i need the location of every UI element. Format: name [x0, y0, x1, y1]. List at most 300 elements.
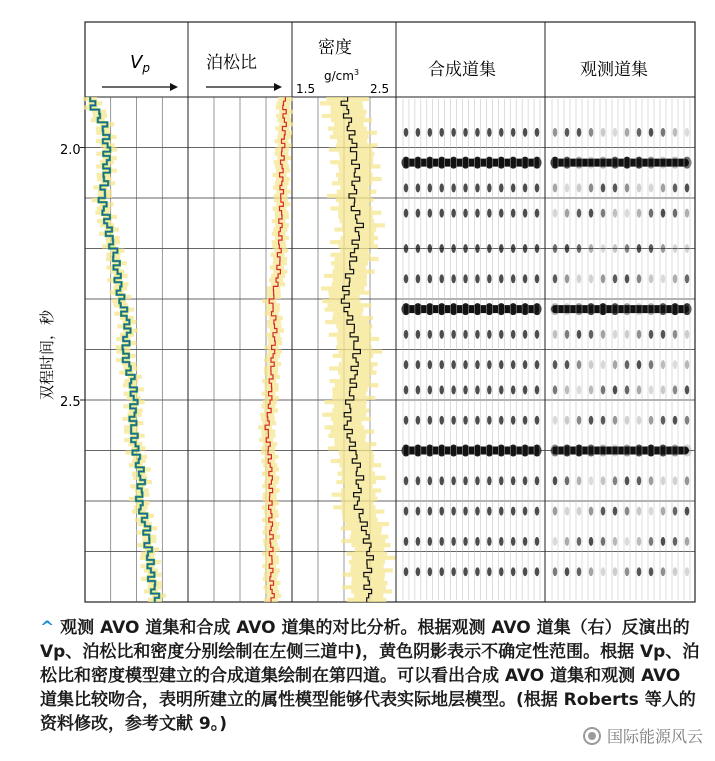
gather-event-mark — [487, 507, 492, 516]
gather-event-mark — [475, 507, 480, 516]
gather-event-mark — [428, 360, 433, 369]
gather-event-mark — [416, 128, 421, 137]
gather-event-mark — [685, 244, 690, 253]
gather-event-mark — [649, 128, 654, 137]
gather-event-mark — [463, 567, 468, 576]
gather-event-mark — [404, 507, 409, 516]
gather-event-mark — [649, 360, 654, 369]
gather-event-mark — [553, 537, 558, 546]
gather-event-mark — [577, 385, 582, 394]
gather-event-mark — [428, 209, 433, 218]
density-header: 密度 — [318, 38, 352, 58]
gather-event-mark — [499, 274, 504, 283]
gather-event-mark — [685, 507, 690, 516]
gather-event-mark — [451, 128, 456, 137]
gather-event-mark — [439, 330, 444, 339]
caption-text: 观测 AVO 道集和合成 AVO 道集的对比分析。根据观测 AVO 道集（右）反演出的 Vp、泊松比和密度分别绘制在左侧三道中)，黄色阴影表示不确定性范围。根据 Vp、泊松比和密度模型建立的合成道集绘制在第四道。可以看出合成 AVO 道集和观测 AVO 道集比较吻合，表明所建立的属性模型能够代表实际地层模型。(根据 Roberts 等人的资料修改，参考文献 9。) — [40, 618, 700, 734]
gather-event-mark — [499, 416, 504, 425]
synthetic-gather-header: 合成道集 — [428, 60, 496, 80]
strong-reflection-mark — [402, 447, 539, 455]
gather-event-mark — [428, 567, 433, 576]
gather-event-mark — [673, 244, 678, 253]
gather-event-mark — [463, 330, 468, 339]
gather-event-mark — [553, 385, 558, 394]
gather-event-mark — [416, 244, 421, 253]
gather-event-mark — [487, 385, 492, 394]
gather-event-mark — [451, 183, 456, 192]
gather-event-mark — [535, 183, 540, 192]
gather-event-mark — [649, 183, 654, 192]
gather-event-mark — [499, 385, 504, 394]
gather-event-mark — [416, 274, 421, 283]
gather-event-mark — [661, 537, 666, 546]
gather-event-mark — [511, 567, 516, 576]
gather-event-mark — [685, 183, 690, 192]
gather-event-mark — [685, 274, 690, 283]
gather-event-mark — [523, 385, 528, 394]
gather-event-mark — [404, 274, 409, 283]
gather-event-mark — [577, 274, 582, 283]
gather-event-mark — [637, 476, 642, 485]
gather-event-mark — [463, 209, 468, 218]
gather-event-mark — [475, 385, 480, 394]
gather-event-mark — [589, 360, 594, 369]
gather-event-mark — [404, 128, 409, 137]
strong-reflection-mark — [402, 305, 539, 313]
gather-event-mark — [601, 183, 606, 192]
gather-event-mark — [601, 209, 606, 218]
gather-event-mark — [613, 476, 618, 485]
gather-event-mark — [439, 537, 444, 546]
gather-event-mark — [637, 537, 642, 546]
gather-event-mark — [577, 128, 582, 137]
gather-event-mark — [625, 244, 630, 253]
gather-event-mark — [553, 416, 558, 425]
gather-event-mark — [613, 385, 618, 394]
gather-event-mark — [565, 244, 570, 253]
gather-event-mark — [428, 244, 433, 253]
gather-event-mark — [451, 476, 456, 485]
gather-event-mark — [637, 244, 642, 253]
gather-event-mark — [625, 360, 630, 369]
gather-event-mark — [404, 183, 409, 192]
gather-event-mark — [673, 385, 678, 394]
gather-event-mark — [499, 537, 504, 546]
watermark — [583, 724, 703, 747]
gather-event-mark — [475, 128, 480, 137]
watermark-text: 国际能源风云 — [606, 727, 703, 746]
gather-event-mark — [649, 244, 654, 253]
gather-event-mark — [416, 183, 421, 192]
gather-event-mark — [487, 537, 492, 546]
gather-event-mark — [565, 537, 570, 546]
gather-event-mark — [589, 183, 594, 192]
gather-event-mark — [451, 274, 456, 283]
gather-event-mark — [428, 330, 433, 339]
gather-event-mark — [577, 360, 582, 369]
gather-event-mark — [661, 209, 666, 218]
gather-event-mark — [565, 385, 570, 394]
gather-event-mark — [601, 244, 606, 253]
gather-event-mark — [661, 567, 666, 576]
gather-event-mark — [511, 183, 516, 192]
gather-event-mark — [523, 274, 528, 283]
gather-event-mark — [523, 330, 528, 339]
gather-event-mark — [439, 209, 444, 218]
gather-event-mark — [487, 183, 492, 192]
gather-event-mark — [601, 330, 606, 339]
gather-event-mark — [511, 274, 516, 283]
gather-event-mark — [535, 330, 540, 339]
gather-event-mark — [589, 128, 594, 137]
vp-arrowhead-icon — [170, 83, 178, 91]
gather-event-mark — [613, 183, 618, 192]
gather-event-mark — [613, 330, 618, 339]
gather-event-mark — [535, 128, 540, 137]
gather-event-mark — [553, 476, 558, 485]
gather-event-mark — [428, 274, 433, 283]
gather-event-mark — [553, 330, 558, 339]
strong-reflection-mark — [551, 305, 689, 313]
gather-event-mark — [404, 360, 409, 369]
gather-event-mark — [535, 244, 540, 253]
gather-event-mark — [523, 416, 528, 425]
gather-event-mark — [685, 360, 690, 369]
gather-event-mark — [649, 416, 654, 425]
gather-event-mark — [601, 476, 606, 485]
gather-event-mark — [565, 274, 570, 283]
gather-event-mark — [637, 128, 642, 137]
gather-event-mark — [523, 244, 528, 253]
gather-event-mark — [428, 537, 433, 546]
gather-event-mark — [661, 183, 666, 192]
gather-event-mark — [416, 476, 421, 485]
gather-event-mark — [451, 330, 456, 339]
gather-event-mark — [487, 244, 492, 253]
gather-event-mark — [463, 416, 468, 425]
gather-event-mark — [661, 330, 666, 339]
gather-event-mark — [625, 128, 630, 137]
gather-event-mark — [589, 209, 594, 218]
gather-event-mark — [451, 507, 456, 516]
gather-event-mark — [523, 567, 528, 576]
gather-event-mark — [416, 416, 421, 425]
gather-event-mark — [601, 128, 606, 137]
gather-event-mark — [463, 507, 468, 516]
gather-event-mark — [649, 385, 654, 394]
gather-event-mark — [649, 330, 654, 339]
gather-event-mark — [661, 244, 666, 253]
gather-event-mark — [428, 476, 433, 485]
gather-event-mark — [451, 567, 456, 576]
gather-event-mark — [404, 416, 409, 425]
gather-event-mark — [637, 209, 642, 218]
y-tick-label: 2.5 — [60, 395, 81, 410]
gather-event-mark — [475, 476, 480, 485]
gather-event-mark — [499, 209, 504, 218]
gather-event-mark — [685, 567, 690, 576]
gather-event-mark — [487, 209, 492, 218]
gather-event-mark — [577, 183, 582, 192]
gather-event-mark — [661, 476, 666, 485]
vp-header: $V_p$ — [130, 52, 150, 75]
gather-event-mark — [625, 416, 630, 425]
gather-event-mark — [673, 330, 678, 339]
gather-event-mark — [499, 244, 504, 253]
gather-event-mark — [428, 416, 433, 425]
gather-event-mark — [511, 330, 516, 339]
gather-event-mark — [637, 385, 642, 394]
gather-event-mark — [428, 128, 433, 137]
gather-event-mark — [416, 385, 421, 394]
gather-event-mark — [601, 507, 606, 516]
gather-event-mark — [565, 567, 570, 576]
gather-event-mark — [535, 274, 540, 283]
gather-event-mark — [451, 385, 456, 394]
gather-event-mark — [565, 360, 570, 369]
gather-event-mark — [613, 209, 618, 218]
gather-event-mark — [613, 360, 618, 369]
gather-event-mark — [463, 537, 468, 546]
gather-event-mark — [613, 274, 618, 283]
gather-event-mark — [625, 567, 630, 576]
gather-event-mark — [535, 476, 540, 485]
gather-event-mark — [463, 244, 468, 253]
gather-event-mark — [673, 274, 678, 283]
gather-event-mark — [553, 244, 558, 253]
gather-event-mark — [589, 274, 594, 283]
gather-event-mark — [523, 128, 528, 137]
gather-event-mark — [487, 416, 492, 425]
gather-event-mark — [487, 128, 492, 137]
strong-reflection-mark — [551, 159, 689, 167]
gather-event-mark — [416, 360, 421, 369]
gather-event-mark — [499, 330, 504, 339]
gather-event-mark — [463, 183, 468, 192]
gather-event-mark — [499, 360, 504, 369]
gather-event-mark — [487, 567, 492, 576]
gather-event-mark — [685, 330, 690, 339]
gather-event-mark — [439, 274, 444, 283]
gather-event-mark — [404, 330, 409, 339]
gather-event-mark — [589, 244, 594, 253]
gather-event-mark — [451, 537, 456, 546]
gather-event-mark — [625, 183, 630, 192]
gather-event-mark — [673, 476, 678, 485]
gather-event-mark — [601, 385, 606, 394]
gather-event-mark — [451, 360, 456, 369]
gather-event-mark — [439, 128, 444, 137]
gather-event-mark — [511, 507, 516, 516]
gather-event-mark — [463, 128, 468, 137]
gather-event-mark — [673, 183, 678, 192]
gather-event-mark — [553, 183, 558, 192]
gather-event-mark — [404, 567, 409, 576]
gather-event-mark — [535, 209, 540, 218]
gather-event-mark — [613, 416, 618, 425]
gather-event-mark — [511, 385, 516, 394]
gather-event-mark — [649, 209, 654, 218]
caption-marker-icon: ^ — [40, 618, 55, 638]
gather-event-mark — [511, 209, 516, 218]
y-tick-label: 2.0 — [60, 143, 81, 158]
gather-event-mark — [404, 385, 409, 394]
gather-event-mark — [404, 244, 409, 253]
gather-event-mark — [475, 183, 480, 192]
gather-event-mark — [625, 274, 630, 283]
gather-event-mark — [685, 537, 690, 546]
gather-event-mark — [428, 183, 433, 192]
gather-event-mark — [475, 567, 480, 576]
figure-caption — [40, 616, 700, 736]
poisson-header: 泊松比 — [206, 53, 257, 73]
strong-reflection-mark — [402, 159, 539, 167]
gather-event-mark — [661, 416, 666, 425]
gather-event-mark — [589, 537, 594, 546]
density-max-label: 2.5 — [370, 82, 390, 96]
gather-event-mark — [487, 330, 492, 339]
gather-event-mark — [487, 360, 492, 369]
gather-event-mark — [439, 416, 444, 425]
gather-event-mark — [649, 274, 654, 283]
gather-event-mark — [404, 537, 409, 546]
gather-event-mark — [589, 416, 594, 425]
gather-event-mark — [499, 183, 504, 192]
gather-event-mark — [475, 244, 480, 253]
gather-event-mark — [601, 537, 606, 546]
gather-event-mark — [637, 567, 642, 576]
gather-event-mark — [404, 476, 409, 485]
gather-event-mark — [625, 385, 630, 394]
gather-event-mark — [685, 476, 690, 485]
gather-event-mark — [685, 209, 690, 218]
gather-event-mark — [487, 476, 492, 485]
gather-event-mark — [661, 274, 666, 283]
gather-event-mark — [625, 209, 630, 218]
gather-event-mark — [673, 567, 678, 576]
gather-event-mark — [661, 360, 666, 369]
gather-event-mark — [428, 507, 433, 516]
gather-event-mark — [404, 209, 409, 218]
gather-event-mark — [649, 567, 654, 576]
gather-event-mark — [673, 209, 678, 218]
gather-event-mark — [523, 209, 528, 218]
gather-event-mark — [439, 385, 444, 394]
gather-event-mark — [523, 183, 528, 192]
gather-event-mark — [463, 476, 468, 485]
gather-event-mark — [637, 507, 642, 516]
gather-event-mark — [637, 330, 642, 339]
gather-event-mark — [673, 416, 678, 425]
gather-event-mark — [685, 385, 690, 394]
gather-event-mark — [661, 385, 666, 394]
gather-event-mark — [565, 128, 570, 137]
gather-event-mark — [439, 476, 444, 485]
gather-event-mark — [535, 507, 540, 516]
gather-event-mark — [589, 330, 594, 339]
gather-event-mark — [589, 567, 594, 576]
wechat-account-icon — [583, 727, 601, 745]
gather-event-mark — [673, 507, 678, 516]
gather-event-mark — [475, 274, 480, 283]
gather-event-mark — [553, 567, 558, 576]
gather-event-mark — [487, 274, 492, 283]
gather-event-mark — [613, 567, 618, 576]
gather-event-mark — [577, 476, 582, 485]
y-axis-label: 双程时间，秒 — [38, 309, 56, 400]
gather-event-mark — [565, 507, 570, 516]
gather-event-mark — [416, 330, 421, 339]
gather-event-mark — [475, 416, 480, 425]
gather-event-mark — [439, 244, 444, 253]
gather-event-mark — [601, 360, 606, 369]
gather-event-mark — [577, 416, 582, 425]
gather-event-mark — [416, 567, 421, 576]
gather-event-mark — [577, 537, 582, 546]
gather-event-mark — [499, 507, 504, 516]
gather-event-mark — [535, 567, 540, 576]
strong-reflection-mark — [551, 447, 689, 455]
gather-event-mark — [625, 476, 630, 485]
gather-event-mark — [535, 360, 540, 369]
gather-event-mark — [637, 416, 642, 425]
gather-event-mark — [565, 476, 570, 485]
gather-event-mark — [416, 537, 421, 546]
gather-event-mark — [649, 537, 654, 546]
gather-event-mark — [565, 209, 570, 218]
gather-event-mark — [613, 507, 618, 516]
gather-event-mark — [553, 209, 558, 218]
gather-event-mark — [625, 507, 630, 516]
gather-event-mark — [463, 385, 468, 394]
density-unit: $g/cm^3$ — [324, 68, 360, 83]
gather-event-mark — [463, 360, 468, 369]
gather-event-mark — [451, 244, 456, 253]
gather-event-mark — [523, 537, 528, 546]
gather-event-mark — [565, 330, 570, 339]
gather-event-mark — [499, 476, 504, 485]
gather-event-mark — [577, 244, 582, 253]
gather-event-mark — [565, 416, 570, 425]
gather-event-mark — [451, 209, 456, 218]
gather-event-mark — [511, 416, 516, 425]
observed-gather-header: 观测道集 — [580, 60, 648, 80]
gather-event-mark — [451, 416, 456, 425]
gather-event-mark — [589, 385, 594, 394]
gather-event-mark — [637, 360, 642, 369]
gather-event-mark — [589, 507, 594, 516]
gather-event-mark — [601, 416, 606, 425]
gather-event-mark — [535, 385, 540, 394]
gather-event-mark — [673, 360, 678, 369]
gather-event-mark — [613, 128, 618, 137]
gather-event-mark — [439, 507, 444, 516]
gather-event-mark — [553, 274, 558, 283]
gather-event-mark — [661, 507, 666, 516]
gather-event-mark — [535, 416, 540, 425]
gather-event-mark — [649, 507, 654, 516]
gather-event-mark — [625, 330, 630, 339]
gather-event-mark — [511, 244, 516, 253]
gather-event-mark — [577, 330, 582, 339]
gather-event-mark — [553, 128, 558, 137]
gather-event-mark — [625, 537, 630, 546]
gather-event-mark — [535, 537, 540, 546]
gather-event-mark — [553, 360, 558, 369]
gather-event-mark — [649, 476, 654, 485]
gather-event-mark — [416, 507, 421, 516]
gather-event-mark — [577, 567, 582, 576]
